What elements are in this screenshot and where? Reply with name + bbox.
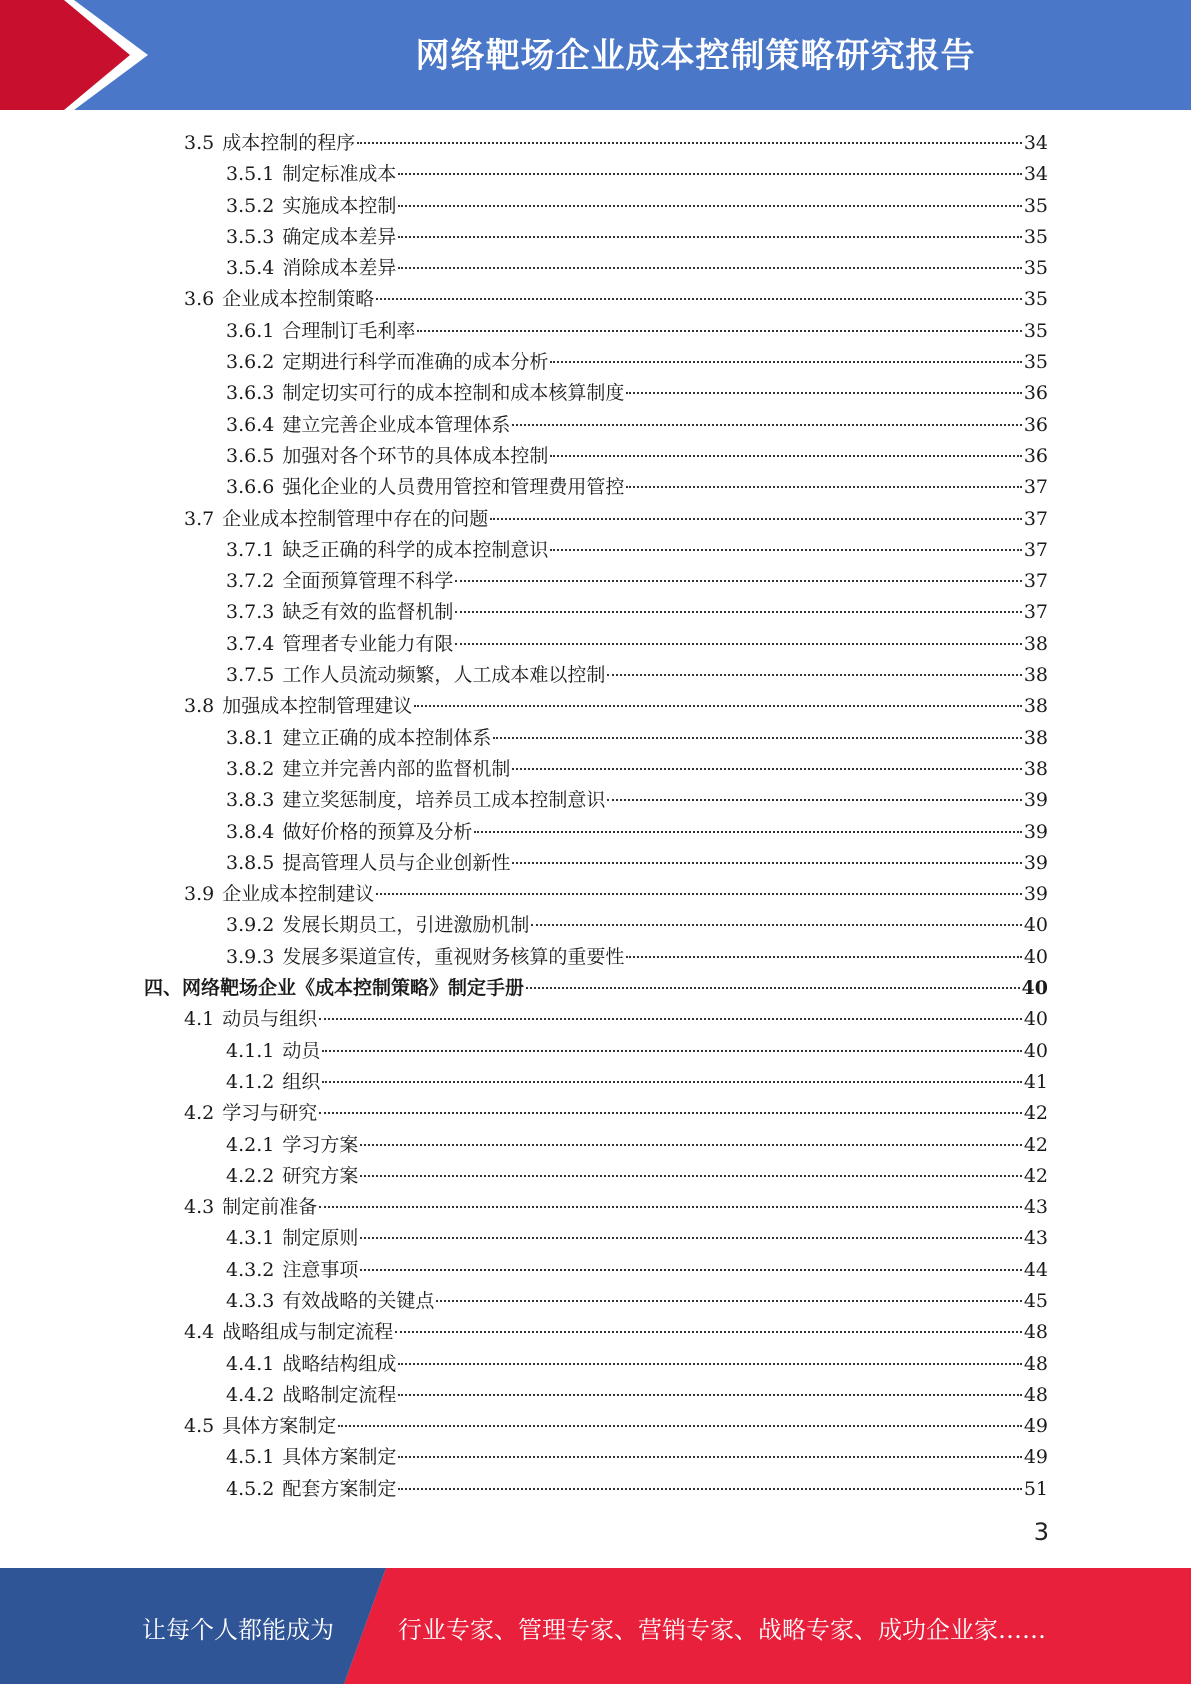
toc-entry-page: 35 xyxy=(1023,351,1048,374)
toc-entry-title: 建立并完善内部的监督机制 xyxy=(282,757,511,780)
toc-entry-title: 提高管理人员与企业创新性 xyxy=(282,851,511,874)
toc-entry-page: 43 xyxy=(1023,1227,1048,1250)
toc-entry-number: 4.5 xyxy=(184,1415,215,1438)
toc-entry[interactable] xyxy=(144,1349,1048,1380)
toc-entry-page: 35 xyxy=(1023,194,1048,217)
toc-entry-number: 3.6.4 xyxy=(226,413,275,436)
toc-entry-page: 40 xyxy=(1023,914,1048,937)
toc-entry-number: 3.8 xyxy=(184,695,215,718)
toc-entry-number: 3.9.2 xyxy=(226,914,275,937)
toc-dot-leader xyxy=(512,768,1021,770)
toc-dot-leader xyxy=(357,142,1022,144)
toc-dot-leader xyxy=(398,236,1021,238)
toc-entry-number: 4.1.2 xyxy=(226,1070,275,1093)
toc-entry-number: 3.5.1 xyxy=(226,163,275,186)
toc-entry-title: 确定成本差异 xyxy=(282,225,397,248)
toc-entry[interactable] xyxy=(144,535,1048,566)
toc-entry-number: 3.5 xyxy=(184,132,215,154)
toc-dot-leader xyxy=(512,862,1021,864)
toc-entry-title: 缺乏有效的监督机制 xyxy=(282,601,454,624)
toc-dot-leader xyxy=(376,298,1022,300)
toc-entry[interactable] xyxy=(144,159,1048,190)
toc-entry-page: 37 xyxy=(1023,570,1048,593)
toc-entry-page: 36 xyxy=(1023,413,1048,436)
toc-entry[interactable] xyxy=(144,1223,1048,1254)
toc-entry[interactable] xyxy=(144,1067,1048,1098)
toc-dot-leader xyxy=(455,643,1021,645)
toc-entry[interactable] xyxy=(144,222,1048,253)
toc-entry-page: 35 xyxy=(1023,288,1048,311)
toc-entry[interactable] xyxy=(144,785,1048,816)
toc-entry[interactable] xyxy=(144,1317,1048,1348)
toc-entry-title: 加强成本控制管理建议 xyxy=(222,695,413,718)
toc-entry[interactable] xyxy=(144,284,1048,315)
toc-entry-title: 做好价格的预算及分析 xyxy=(282,820,473,843)
toc-entry-number: 3.6.1 xyxy=(226,319,275,342)
toc-entry-page: 44 xyxy=(1023,1258,1048,1281)
toc-entry-title: 配套方案制定 xyxy=(282,1477,397,1500)
toc-dot-leader xyxy=(322,1081,1021,1083)
toc-entry-title: 研究方案 xyxy=(282,1164,359,1187)
header-arrow-red xyxy=(0,0,130,110)
toc-entry[interactable] xyxy=(144,848,1048,879)
toc-dot-leader xyxy=(493,737,1021,739)
toc-entry-title: 学习方案 xyxy=(282,1133,359,1156)
toc-dot-leader xyxy=(398,173,1021,175)
toc-entry-title: 缺乏正确的科学的成本控制意识 xyxy=(282,538,549,561)
toc-entry-number: 3.8.3 xyxy=(226,789,275,812)
toc-entry-title: 建立正确的成本控制体系 xyxy=(282,726,492,749)
toc-entry-page: 39 xyxy=(1023,820,1048,843)
toc-entry-number: 3.8.4 xyxy=(226,820,275,843)
toc-entry[interactable] xyxy=(144,504,1048,535)
toc-entry[interactable] xyxy=(144,629,1048,660)
toc-entry-number: 3.5.3 xyxy=(226,225,275,248)
toc-entry[interactable] xyxy=(144,1255,1048,1286)
toc-entry-title: 注意事项 xyxy=(282,1258,359,1281)
toc-entry-title: 动员 xyxy=(282,1039,321,1062)
toc-entry-number: 3.7.4 xyxy=(226,632,275,655)
toc-dot-leader xyxy=(607,674,1021,676)
toc-entry-number: 4.1.1 xyxy=(226,1039,275,1062)
toc-entry-page: 35 xyxy=(1023,319,1048,342)
toc-dot-leader xyxy=(398,1488,1021,1490)
toc-entry-title: 建立完善企业成本管理体系 xyxy=(282,413,511,436)
toc-entry-page: 40 xyxy=(1021,977,1048,1000)
toc-entry-number: 3.6.5 xyxy=(226,444,275,467)
toc-entry-number: 3.7 xyxy=(184,507,215,530)
toc-entry-page: 39 xyxy=(1023,789,1048,812)
toc-entry-page: 48 xyxy=(1023,1383,1048,1406)
toc-entry[interactable] xyxy=(144,253,1048,284)
toc-entry-number: 4.3 xyxy=(184,1196,215,1219)
toc-entry-title: 有效战略的关键点 xyxy=(282,1289,435,1312)
toc-entry[interactable] xyxy=(144,879,1048,910)
toc-dot-leader xyxy=(512,424,1021,426)
toc-entry-page: 38 xyxy=(1023,664,1048,687)
toc-entry[interactable] xyxy=(144,1161,1048,1192)
toc-entry-page: 45 xyxy=(1023,1289,1048,1312)
toc-dot-leader xyxy=(526,987,1020,989)
toc-entry-title: 管理者专业能力有限 xyxy=(282,632,454,655)
toc-entry-title: 学习与研究 xyxy=(222,1102,318,1125)
toc-entry-number: 3.5.2 xyxy=(226,194,275,217)
toc-entry-title: 动员与组织 xyxy=(222,1008,318,1031)
toc-dot-leader xyxy=(455,611,1021,613)
toc-dot-leader xyxy=(455,580,1021,582)
toc-entry-number: 4.3.1 xyxy=(226,1227,275,1250)
toc-entry-number: 3.7.3 xyxy=(226,601,275,624)
toc-dot-leader xyxy=(398,205,1021,207)
toc-entry-page: 39 xyxy=(1023,851,1048,874)
toc-entry-page: 42 xyxy=(1023,1102,1048,1125)
toc-entry-title: 建立奖惩制度，培养员工成本控制意识 xyxy=(282,789,606,812)
footer-slogan-left: 让每个人都能成为 xyxy=(142,1616,334,1644)
toc-dot-leader xyxy=(626,486,1021,488)
toc-entry-number: 3.7.2 xyxy=(226,570,275,593)
toc-entry[interactable] xyxy=(144,410,1048,441)
toc-entry-number: 3.6 xyxy=(184,288,215,311)
toc-entry-number: 3.6.6 xyxy=(226,476,275,499)
toc-entry-title: 消除成本差异 xyxy=(282,257,397,280)
toc-entry-page: 36 xyxy=(1023,444,1048,467)
toc-dot-leader xyxy=(319,1112,1022,1114)
toc-dot-leader xyxy=(360,1144,1021,1146)
toc-entry-number: 3.8.2 xyxy=(226,757,275,780)
toc-dot-leader xyxy=(398,267,1021,269)
toc-entry-page: 42 xyxy=(1023,1133,1048,1156)
toc-dot-leader xyxy=(550,549,1021,551)
toc-entry-page: 38 xyxy=(1023,632,1048,655)
toc-entry[interactable] xyxy=(144,1380,1048,1411)
toc-entry-page: 49 xyxy=(1023,1415,1048,1438)
toc-entry-number: 4.2.1 xyxy=(226,1133,275,1156)
toc-entry-page: 40 xyxy=(1023,945,1048,968)
footer-slogan-right: 行业专家、管理专家、营销专家、战略专家、成功企业家…… xyxy=(398,1616,1046,1644)
toc-entry-number: 3.5.4 xyxy=(226,257,275,280)
toc-entry-number: 3.6.2 xyxy=(226,351,275,374)
toc-entry[interactable] xyxy=(144,566,1048,597)
toc-entry-title: 工作人员流动频繁，人工成本难以控制 xyxy=(282,664,606,687)
toc-entry-number: 3.8.1 xyxy=(226,726,275,749)
toc-entry-number: 4.2.2 xyxy=(226,1164,275,1187)
toc-entry-title: 战略组成与制定流程 xyxy=(222,1321,394,1344)
toc-entry-page: 40 xyxy=(1023,1008,1048,1031)
toc-entry-page: 36 xyxy=(1023,382,1048,405)
toc-dot-leader xyxy=(319,1206,1022,1208)
toc-entry-page: 38 xyxy=(1023,757,1048,780)
page-footer xyxy=(0,1568,1191,1684)
toc-entry-number: 4.4.1 xyxy=(226,1352,275,1375)
toc-entry-page: 35 xyxy=(1023,257,1048,280)
toc-dot-leader xyxy=(626,956,1021,958)
toc-entry-page: 39 xyxy=(1023,883,1048,906)
toc-dot-leader xyxy=(417,330,1021,332)
toc-dot-leader xyxy=(338,1425,1022,1427)
toc-entry[interactable] xyxy=(144,1192,1048,1223)
toc-entry[interactable] xyxy=(144,942,1048,973)
toc-entry-page: 37 xyxy=(1023,476,1048,499)
toc-entry-page: 35 xyxy=(1023,225,1048,248)
toc-entry-title: 实施成本控制 xyxy=(282,194,397,217)
table-of-contents xyxy=(144,128,1048,1505)
toc-dot-leader xyxy=(550,455,1021,457)
toc-entry[interactable] xyxy=(144,1286,1048,1317)
toc-entry-page: 51 xyxy=(1023,1477,1048,1500)
toc-entry-number: 3.7.5 xyxy=(226,664,275,687)
toc-entry[interactable] xyxy=(144,472,1048,503)
toc-entry[interactable] xyxy=(144,973,1048,1004)
toc-entry-title: 企业成本控制管理中存在的问题 xyxy=(222,507,489,530)
toc-entry-number: 4.3.3 xyxy=(226,1289,275,1312)
toc-entry-page: 49 xyxy=(1023,1446,1048,1469)
toc-entry[interactable] xyxy=(144,1442,1048,1473)
toc-entry-title: 制定标准成本 xyxy=(282,163,397,186)
toc-entry[interactable] xyxy=(144,128,1048,159)
toc-dot-leader xyxy=(490,518,1022,520)
toc-entry-title: 四、网络靶场企业《成本控制策略》制定手册 xyxy=(144,977,525,1000)
toc-dot-leader xyxy=(436,1300,1021,1302)
toc-entry-title: 发展长期员工，引进激励机制 xyxy=(282,914,530,937)
toc-entry[interactable] xyxy=(144,1098,1048,1129)
toc-entry-title: 发展多渠道宣传，重视财务核算的重要性 xyxy=(282,945,625,968)
toc-dot-leader xyxy=(398,1363,1021,1365)
toc-dot-leader xyxy=(395,1331,1022,1333)
toc-entry-page: 38 xyxy=(1023,695,1048,718)
toc-dot-leader xyxy=(322,1050,1021,1052)
toc-entry[interactable] xyxy=(144,660,1048,691)
toc-dot-leader xyxy=(398,1456,1021,1458)
toc-entry-page: 43 xyxy=(1023,1196,1048,1219)
toc-dot-leader xyxy=(319,1018,1022,1020)
toc-entry-number: 4.4.2 xyxy=(226,1383,275,1406)
toc-dot-leader xyxy=(414,705,1022,707)
toc-dot-leader xyxy=(360,1237,1021,1239)
toc-entry-title: 战略制定流程 xyxy=(282,1383,397,1406)
toc-entry-number: 4.1 xyxy=(184,1008,215,1031)
toc-entry-title: 战略结构组成 xyxy=(282,1352,397,1375)
toc-dot-leader xyxy=(360,1175,1021,1177)
toc-dot-leader xyxy=(550,361,1021,363)
toc-entry-page: 37 xyxy=(1023,601,1048,624)
toc-dot-leader xyxy=(376,893,1022,895)
toc-entry-page: 37 xyxy=(1023,507,1048,530)
toc-entry-title: 定期进行科学而准确的成本分析 xyxy=(282,351,549,374)
toc-entry-title: 全面预算管理不科学 xyxy=(282,570,454,593)
toc-entry[interactable] xyxy=(144,347,1048,378)
toc-entry-title: 制定切实可行的成本控制和成本核算制度 xyxy=(282,382,625,405)
toc-entry-page: 41 xyxy=(1023,1070,1048,1093)
toc-dot-leader xyxy=(531,924,1021,926)
toc-dot-leader xyxy=(398,1394,1021,1396)
toc-entry[interactable] xyxy=(144,1474,1048,1505)
toc-entry-page: 48 xyxy=(1023,1321,1048,1344)
toc-entry-title: 企业成本控制策略 xyxy=(222,288,375,311)
toc-entry[interactable] xyxy=(144,1411,1048,1442)
toc-entry-page: 42 xyxy=(1023,1164,1048,1187)
toc-dot-leader xyxy=(607,799,1021,801)
toc-entry[interactable] xyxy=(144,1004,1048,1035)
toc-entry[interactable] xyxy=(144,1036,1048,1067)
toc-entry-number: 3.7.1 xyxy=(226,538,275,561)
toc-entry-title: 具体方案制定 xyxy=(222,1415,337,1438)
page-number: 3 xyxy=(1033,1518,1049,1546)
toc-entry-title: 制定前准备 xyxy=(222,1196,318,1219)
toc-entry[interactable] xyxy=(144,191,1048,222)
toc-entry-title: 企业成本控制建议 xyxy=(222,883,375,906)
toc-entry-number: 3.8.5 xyxy=(226,851,275,874)
toc-entry-number: 4.3.2 xyxy=(226,1258,275,1281)
toc-entry-number: 4.2 xyxy=(184,1102,215,1125)
toc-entry-page: 38 xyxy=(1023,726,1048,749)
toc-entry-number: 3.9 xyxy=(184,883,215,906)
toc-entry-page: 40 xyxy=(1023,1039,1048,1062)
toc-entry-title: 加强对各个环节的具体成本控制 xyxy=(282,444,549,467)
toc-entry[interactable] xyxy=(144,910,1048,941)
toc-entry-page: 34 xyxy=(1023,132,1048,154)
toc-entry[interactable] xyxy=(144,378,1048,409)
toc-entry-page: 48 xyxy=(1023,1352,1048,1375)
toc-entry-title: 成本控制的程序 xyxy=(222,132,356,154)
toc-entry[interactable] xyxy=(144,691,1048,722)
toc-entry[interactable] xyxy=(144,1130,1048,1161)
toc-entry-title: 强化企业的人员费用管控和管理费用管控 xyxy=(282,476,625,499)
toc-entry-number: 4.4 xyxy=(184,1321,215,1344)
toc-entry-title: 组织 xyxy=(282,1070,321,1093)
toc-entry-title: 制定原则 xyxy=(282,1227,359,1250)
page-header xyxy=(0,0,1191,110)
toc-entry-number: 3.6.3 xyxy=(226,382,275,405)
toc-entry-title: 具体方案制定 xyxy=(282,1446,397,1469)
toc-dot-leader xyxy=(474,831,1021,833)
report-title: 网络靶场企业成本控制策略研究报告 xyxy=(415,36,976,76)
toc-entry[interactable] xyxy=(144,316,1048,347)
toc-entry-page: 34 xyxy=(1023,163,1048,186)
toc-entry[interactable] xyxy=(144,441,1048,472)
toc-entry[interactable] xyxy=(144,723,1048,754)
toc-entry-number: 3.9.3 xyxy=(226,945,275,968)
toc-entry-number: 4.5.1 xyxy=(226,1446,275,1469)
toc-entry-page: 37 xyxy=(1023,538,1048,561)
toc-dot-leader xyxy=(360,1269,1021,1271)
toc-entry[interactable] xyxy=(144,597,1048,628)
toc-entry[interactable] xyxy=(144,817,1048,848)
toc-entry-number: 4.5.2 xyxy=(226,1477,275,1500)
toc-entry-title: 合理制订毛利率 xyxy=(282,319,416,342)
toc-dot-leader xyxy=(626,392,1021,394)
toc-entry[interactable] xyxy=(144,754,1048,785)
